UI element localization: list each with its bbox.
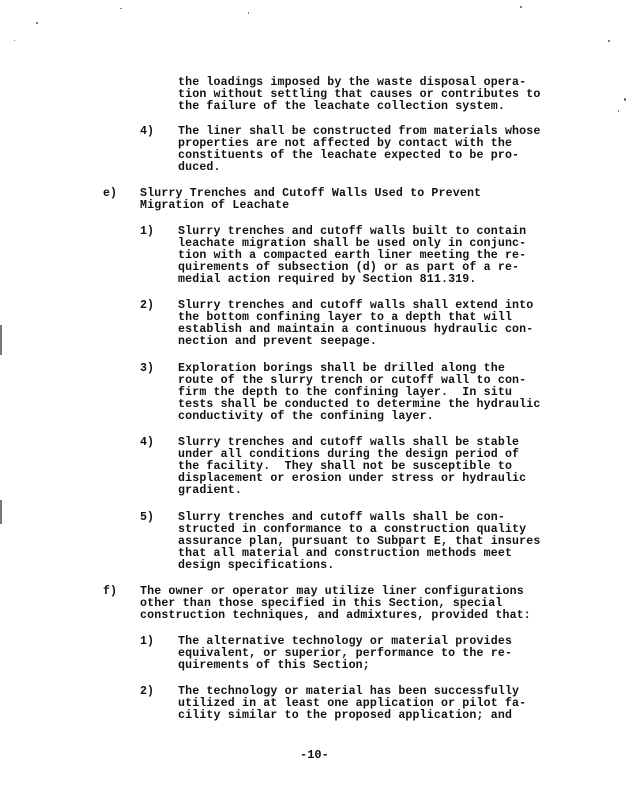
scan-edge-mark (0, 500, 2, 524)
text-line: the failure of the leachate collection system. (178, 100, 505, 113)
text-line: Exploration borings shall be drilled along the (178, 362, 505, 375)
scan-speck (248, 12, 249, 14)
scan-speck (618, 110, 619, 112)
scan-speck (520, 6, 522, 8)
text-line: route of the slurry trench or cutoff wall to con- (178, 374, 527, 387)
item-marker: 5) (140, 511, 154, 524)
scan-edge-mark (0, 325, 2, 355)
text-line: properties are not affected by contact with the (178, 137, 513, 150)
section-heading: Slurry Trenches and Cutoff Walls Used to Prevent (140, 187, 482, 200)
section-heading: Migration of Leachate (140, 199, 290, 212)
item-marker: 4) (140, 125, 154, 138)
text-line: Slurry trenches and cutoff walls shall extend into (178, 299, 534, 312)
text-line: quirements of this Section; (178, 659, 370, 672)
text-line: leachate migration shall be used only in conjunc- (178, 237, 527, 250)
section-marker: f) (103, 585, 117, 598)
text-line: construction techniques, and admixtures, provided that: (140, 609, 531, 622)
text-line: duced. (178, 161, 221, 174)
text-line: Slurry trenches and cutoff walls shall be con- (178, 511, 505, 524)
text-line: quirements of subsection (d) or as part of a re- (178, 261, 520, 274)
text-line: the facility. They shall not be susceptible to (178, 460, 513, 473)
text-line: medial action required by Section 811.319. (178, 273, 477, 286)
item-marker: 2) (140, 299, 154, 312)
text-line: structed in conformance to a construction quality (178, 523, 527, 536)
item-marker: 4) (140, 436, 154, 449)
item-marker: 1) (140, 225, 154, 238)
text-line: gradient. (178, 484, 242, 497)
text-line: cility similar to the proposed application; and (178, 709, 513, 722)
text-line: firm the depth to the confining layer. In situ (178, 386, 513, 399)
text-line: tion with a compacted earth liner meeting the re- (178, 249, 527, 262)
text-line: The alternative technology or material provides (178, 635, 513, 648)
scan-speck (36, 22, 38, 24)
text-line: equivalent, or superior, performance to the re- (178, 647, 513, 660)
text-line: displacement or erosion under stress or hydraulic (178, 472, 527, 485)
item-marker: 2) (140, 685, 154, 698)
text-line: Slurry trenches and cutoff walls shall be stable (178, 436, 520, 449)
text-line: design specifications. (178, 559, 335, 572)
text-line: tion without settling that causes or contributes to (178, 88, 541, 101)
section-marker: e) (103, 187, 117, 200)
text-line: The technology or material has been successfully (178, 685, 520, 698)
text-line: the loadings imposed by the waste disposal opera- (178, 76, 527, 89)
item-marker: 3) (140, 362, 154, 375)
text-line: The owner or operator may utilize liner configurations (140, 585, 524, 598)
item-marker: 1) (140, 635, 154, 648)
text-line: assurance plan, pursuant to Subpart E, that insures (178, 535, 541, 548)
text-line: that all material and construction methods meet (178, 547, 513, 560)
text-line: under all conditions during the design period of (178, 448, 520, 461)
text-line: conductivity of the confining layer. (178, 410, 434, 423)
scan-speck (14, 40, 15, 41)
text-line: the bottom confining layer to a depth that will (178, 311, 513, 324)
text-line: utilized in at least one application or pilot fa- (178, 697, 527, 710)
text-line: tests shall be conducted to determine the hydraulic (178, 398, 541, 411)
page-number: -10- (300, 748, 329, 762)
text-line: nection and prevent seepage. (178, 335, 378, 348)
text-line: The liner shall be constructed from materials whose (178, 125, 541, 138)
scan-speck (624, 98, 626, 101)
scan-speck (608, 40, 610, 42)
text-line: Slurry trenches and cutoff walls built to contain (178, 225, 527, 238)
text-line: establish and maintain a continuous hydraulic con- (178, 323, 534, 336)
text-line: constituents of the leachate expected to be pro- (178, 149, 520, 162)
scan-speck (120, 8, 122, 9)
text-line: other than those specified in this Section, special (140, 597, 503, 610)
